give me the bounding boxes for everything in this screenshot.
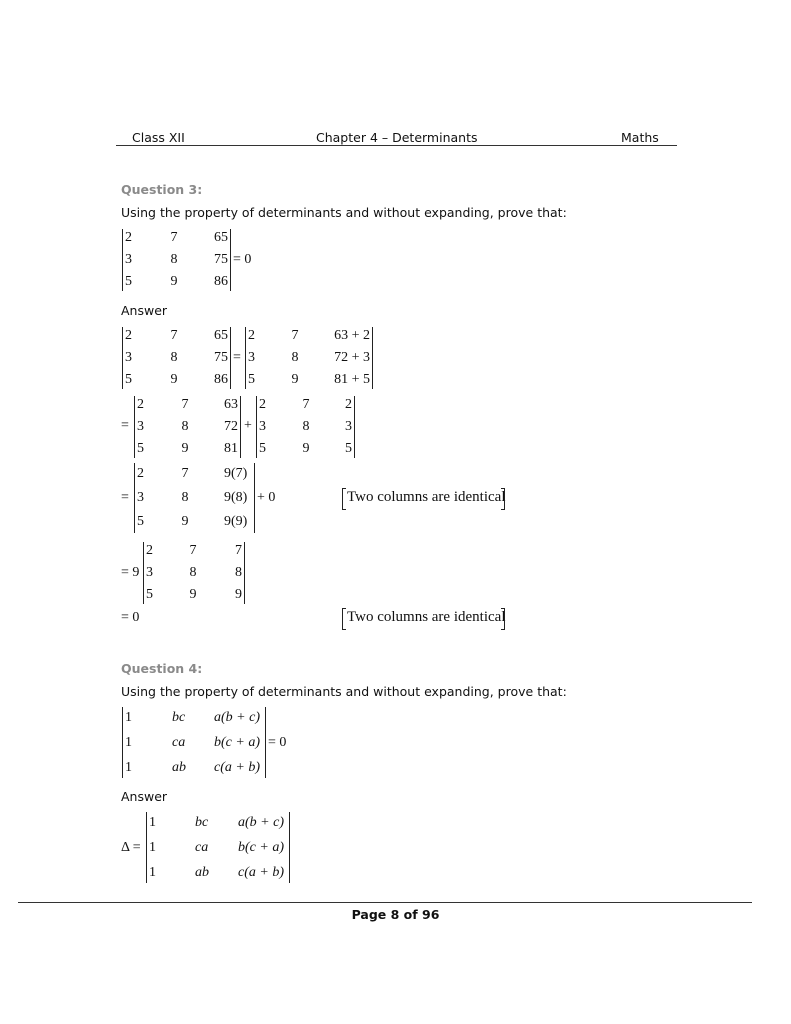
cell: 9(9)	[224, 514, 248, 529]
cell: 2	[146, 543, 153, 558]
cell: 1	[125, 760, 132, 775]
cell: 7	[170, 230, 178, 245]
cell: 86	[214, 274, 228, 289]
det-bar-left	[134, 396, 135, 458]
cell: 63	[224, 397, 238, 412]
answer-label: Answer	[121, 789, 168, 804]
cell: 2	[137, 397, 144, 412]
cell: 9(7)	[224, 466, 248, 481]
cell: 8	[189, 565, 197, 580]
cell: 8	[235, 565, 242, 580]
det-bar-right	[230, 327, 231, 389]
bracket-left	[342, 608, 346, 630]
cell: b(c + a)	[238, 840, 284, 855]
cell: 5	[137, 514, 144, 529]
cell: 3	[125, 350, 132, 365]
cell: 7	[302, 397, 310, 412]
cell: 63 + 2	[334, 328, 370, 343]
cell: 2	[125, 230, 132, 245]
det-bar-left	[134, 463, 135, 533]
cell: 2	[125, 328, 132, 343]
cell: 1	[149, 840, 156, 855]
cell: 7	[189, 543, 197, 558]
header-subject: Maths	[621, 130, 659, 145]
cell: 8	[302, 419, 310, 434]
plus-sign: +	[244, 418, 252, 433]
cell: 72	[224, 419, 238, 434]
cell: 7	[181, 466, 189, 481]
det-bar-right	[230, 229, 231, 291]
question-3-prompt: Using the property of determinants and without expanding, prove that:	[121, 205, 567, 220]
cell: 9	[291, 372, 299, 387]
cell: 3	[248, 350, 255, 365]
cell: 9	[302, 441, 310, 456]
cell: 5	[345, 441, 352, 456]
cell: 7	[235, 543, 242, 558]
cell: 9	[189, 587, 197, 602]
cell: bc	[195, 815, 209, 830]
det-bar-right	[289, 812, 290, 883]
note-identical-columns: Two columns are identical	[347, 489, 506, 505]
cell: 81 + 5	[334, 372, 370, 387]
answer-label: Answer	[121, 303, 168, 318]
cell: 7	[291, 328, 299, 343]
cell: 9	[170, 372, 178, 387]
cell: 3	[137, 419, 144, 434]
det-bar-right	[240, 396, 241, 458]
question-4-title: Question 4:	[121, 661, 203, 676]
cell: 9	[181, 441, 189, 456]
equals-sign: =	[233, 350, 241, 365]
cell: 9	[181, 514, 189, 529]
det-bar-left	[122, 229, 123, 291]
cell: 75	[214, 252, 228, 267]
cell: 1	[125, 710, 132, 725]
header-class: Class XII	[132, 130, 185, 145]
det-bar-right	[254, 463, 255, 533]
cell: a(b + c)	[214, 710, 260, 725]
equals-sign: =	[121, 490, 129, 505]
equals-sign: =	[121, 418, 129, 433]
cell: c(a + b)	[238, 865, 284, 880]
cell: 5	[125, 372, 132, 387]
cell: 9	[170, 274, 178, 289]
footer-rule	[18, 902, 752, 903]
header-chapter: Chapter 4 – Determinants	[316, 130, 478, 145]
det-bar-left	[256, 396, 257, 458]
cell: 3	[146, 565, 153, 580]
cell: 81	[224, 441, 238, 456]
delta-equals: Δ =	[121, 840, 141, 855]
cell: 86	[214, 372, 228, 387]
cell: ca	[172, 735, 186, 750]
page-number: Page 8 of 96	[351, 907, 440, 922]
det-bar-left	[143, 542, 144, 604]
cell: 5	[259, 441, 266, 456]
cell: 8	[181, 490, 189, 505]
cell: 5	[125, 274, 132, 289]
cell: 7	[170, 328, 178, 343]
cell: 8	[291, 350, 299, 365]
bracket-left	[342, 488, 346, 510]
cell: 65	[214, 230, 228, 245]
cell: ab	[195, 865, 209, 880]
header-rule	[116, 145, 677, 146]
note-identical-columns: Two columns are identical	[347, 609, 506, 625]
cell: a(b + c)	[238, 815, 284, 830]
cell: 1	[149, 865, 156, 880]
cell: ab	[172, 760, 186, 775]
det-bar-left	[245, 327, 246, 389]
det-bar-right	[244, 542, 245, 604]
det-bar-left	[146, 812, 147, 883]
cell: 72 + 3	[334, 350, 370, 365]
rhs: = 0	[233, 252, 252, 267]
cell: b(c + a)	[214, 735, 260, 750]
det-bar-left	[122, 327, 123, 389]
cell: 1	[149, 815, 156, 830]
question-3-title: Question 3:	[121, 182, 203, 197]
cell: c(a + b)	[214, 760, 260, 775]
cell: bc	[172, 710, 186, 725]
cell: 8	[170, 350, 178, 365]
bracket-right	[501, 608, 505, 630]
cell: 2	[137, 466, 144, 481]
cell: 65	[214, 328, 228, 343]
cell: 3	[345, 419, 352, 434]
bracket-right	[501, 488, 505, 510]
cell: 5	[137, 441, 144, 456]
cell: 8	[181, 419, 189, 434]
cell: 2	[248, 328, 255, 343]
det-bar-right	[354, 396, 355, 458]
cell: 8	[170, 252, 178, 267]
cell: 3	[137, 490, 144, 505]
det-bar-left	[122, 707, 123, 778]
question-4-prompt: Using the property of determinants and without expanding, prove that:	[121, 684, 567, 699]
cell: 9(8)	[224, 490, 248, 505]
plus-zero: + 0	[257, 490, 276, 505]
cell: 3	[125, 252, 132, 267]
cell: 5	[146, 587, 153, 602]
cell: 3	[259, 419, 266, 434]
det-bar-right	[372, 327, 373, 389]
equals-zero: = 0	[121, 610, 140, 625]
cell: 1	[125, 735, 132, 750]
equals-nine: = 9	[121, 565, 140, 580]
det-bar-right	[265, 707, 266, 778]
cell: 5	[248, 372, 255, 387]
cell: 2	[345, 397, 352, 412]
cell: 75	[214, 350, 228, 365]
cell: 7	[181, 397, 189, 412]
cell: ca	[195, 840, 209, 855]
cell: 9	[235, 587, 242, 602]
rhs: = 0	[268, 735, 287, 750]
cell: 2	[259, 397, 266, 412]
